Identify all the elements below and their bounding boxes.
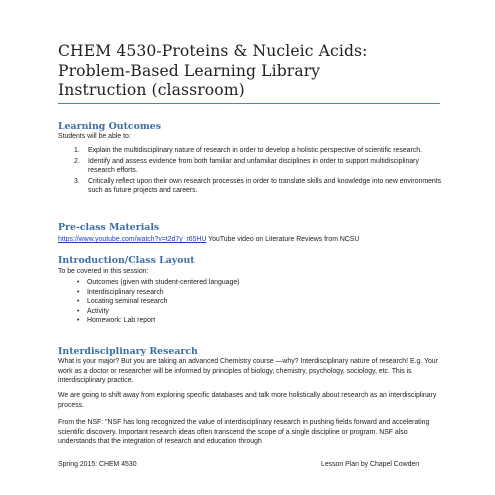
list-number: 3. <box>74 177 80 185</box>
list-text: Activity <box>87 307 109 315</box>
intro-layout-intro: To be covered in this session: <box>58 268 149 275</box>
footer-course: Spring 2015: CHEM 4530 <box>58 461 137 468</box>
bullet-icon: • <box>77 317 80 325</box>
learning-outcomes-intro: Students will be able to: <box>58 133 131 140</box>
list-item <box>58 146 446 156</box>
learning-outcomes-heading: Learning Outcomes <box>58 121 162 132</box>
bullet-icon: • <box>77 307 80 315</box>
list-text: Interdisciplinary research <box>87 288 164 296</box>
youtube-link[interactable]: https://www.youtube.com/watch?v=t2d7y_r65HU <box>58 236 207 243</box>
footer-author: Lesson Plan by Chapel Cowden <box>321 461 420 468</box>
list-item <box>58 177 446 196</box>
intro-layout-heading: Introduction/Class Layout <box>58 255 195 266</box>
title-line-3: Instruction (classroom) <box>58 81 245 99</box>
bullet-icon: • <box>77 298 80 306</box>
list-text: Homework: Lab report <box>87 317 156 325</box>
list-item <box>58 157 446 176</box>
list-text: Identify and assess evidence from both familiar and unfamiliar disciplines in order to support multidisciplinary research efforts. <box>88 157 419 175</box>
title-line-2: Problem-Based Learning Library <box>58 61 321 80</box>
bullet-icon: • <box>77 279 80 286</box>
bullet-icon: • <box>77 288 80 296</box>
list-item <box>58 307 438 317</box>
list-text: Outcomes (given with student-centered language) <box>87 279 240 286</box>
interdisciplinary-paragraph-3: From the NSF: "NSF has long recognized the value of interdisciplinary research in pushing fields forward and accelerating scientific discovery. Important research ideas often transcend the scope of a single discipline or program. NSF also understands that the integration of research and education through <box>58 419 430 446</box>
list-item <box>58 316 438 326</box>
list-number: 2. <box>74 157 80 165</box>
list-text: Critically reflect upon their own research processes in order to translate skills and knowledge into new environments such as future projects and careers. <box>88 177 442 195</box>
interdisciplinary-heading: Interdisciplinary Research <box>58 346 198 357</box>
list-item <box>58 278 438 288</box>
list-number: 1. <box>74 147 80 154</box>
interdisciplinary-paragraph-2: We are going to shift away from exploring specific databases and talk more holistically about research as an interdisciplinary process. <box>58 392 437 409</box>
list-item <box>58 297 438 307</box>
learning-outcomes-list <box>58 146 446 197</box>
title-line-1: CHEM 4530-Proteins & Nucleic Acids: <box>58 42 368 60</box>
preclass-line <box>58 235 359 245</box>
interdisciplinary-paragraph-1: What is your major? But you are taking an advanced Chemistry course —why? Interdisciplinary nature of research! E.g. Your work as a doctor or researcher will be informed by principles of biology, chemistry, psychology, sociology, etc. This is interdisciplinary practice. <box>58 358 438 385</box>
list-text: Locating seminal research <box>87 298 168 306</box>
page-title <box>58 42 458 101</box>
list-text: Explain the multidisciplinary nature of research in order to develop a holistic perspective of scientific research. <box>88 147 422 154</box>
list-item <box>58 288 438 298</box>
preclass-heading: Pre-class Materials <box>58 222 160 233</box>
title-divider <box>58 103 440 104</box>
session-topics-list <box>58 278 438 326</box>
preclass-description: YouTube video on Literature Reviews from NCSU <box>206 236 360 243</box>
